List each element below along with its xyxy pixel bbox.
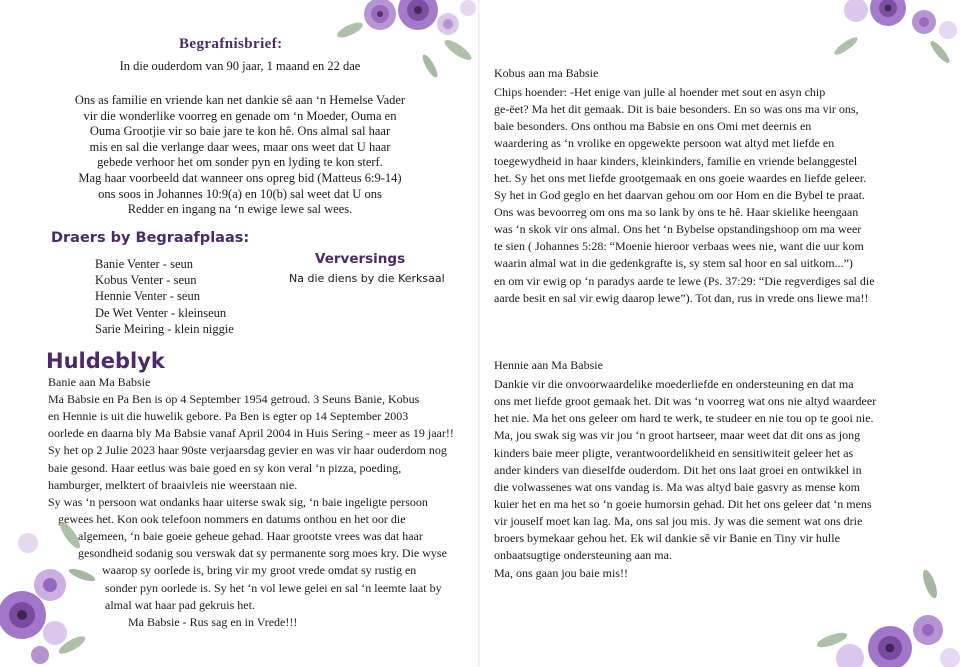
floral-decoration-bottom-right — [810, 570, 960, 667]
tribute-line: onbaatsugtige ondersteuning aan ma. — [494, 548, 672, 563]
intro-paragraph — [30, 93, 450, 218]
tribute-line: sonder pyn oorlede is. Sy het ‘n vol lewe gelei en sal ‘n leemte laat by — [105, 580, 442, 595]
tribute-line: hamburger, melktert of braaivleis nie weerstaan nie. — [48, 477, 298, 492]
floral-decoration-top-right — [820, 0, 960, 68]
tribute-line: vir jouself moet kan lag. Ma, ons sal jou mis. Jy was die sement wat ons drie — [494, 514, 863, 529]
tribute-line: Chips hoender: -Het enige van julle al hoender met sout en asyn chip — [494, 85, 826, 99]
tribute-line: kuier het en ma het so ‘n goeie humorsin gehad. Dit het ons geleer dat ‘n mens — [494, 496, 872, 511]
tribute-line: ge-ëet? Ma het dit gemaak. Dit is baie besonders. En so was ons ma vir ons, — [494, 102, 859, 117]
tribute-line: broers bymekaar gehou het. Ek wil dankie sê vir Banie en Tiny vir hulle — [494, 531, 840, 546]
tribute-line: baie besonders. Ons onthou ma Babsie en ons Omi met deernis en — [494, 119, 812, 134]
funeral-letter-title: Begrafnisbrief: — [179, 36, 283, 52]
tribute-line: ander kinders van dieselfde ouderdom. Dit het ons laat groei en ontwikkel in — [494, 462, 862, 477]
intro-line: Ons as familie en vriende kan net dankie sê aan ‘n Hemelse Vader — [74, 93, 406, 107]
tribute-line: waarop sy oorlede is, bring vir my groot vrede omdat sy rustig en — [102, 563, 417, 578]
tribute-line: en om vir ewig op ‘n paradys aarde te lewe (Ps. 37:29: “Die regverdiges sal die — [494, 273, 875, 288]
floral-decoration-bottom-left — [0, 515, 100, 667]
tribute-line: Ma Babsie - Rus sag en in Vrede!!! — [128, 614, 298, 629]
tribute-line: almal wat haar pad gekruis het. — [105, 597, 255, 612]
tribute-line: te sien ( Johannes 5:28: “Moenie hieroor verbaas wees nie, want die uur kom — [494, 239, 864, 254]
tribute-line: waardering as ‘n vrolike en opgewekte persoon wat altyd met liefde en — [494, 136, 835, 151]
tribute-line: was ‘n skok vir ons almal. Ons het ‘n Bybelse opstandingshoop om ma weer — [494, 222, 862, 237]
hennie-tribute-heading: Hennie aan Ma Babsie — [494, 358, 603, 372]
intro-line: vir die wonderlike voorreg en genade om ‘n Moeder, Ouma en — [83, 108, 397, 123]
tribute-line: gewees het. Kon ook telefoon nommers en datums onthou en het oor die — [58, 511, 406, 526]
tribute-line: algemeen, ‘n baie goeie geheue gehad. Haar grootste vrees was dat haar — [78, 529, 423, 544]
tribute-line: Ma Babsie en Pa Ben is op 4 September 1954 getroud. 3 Seuns Banie, Kobus — [48, 392, 420, 406]
intro-line: mis en sal die verlange daar wees, maar ons weet dat U haar — [89, 139, 391, 154]
tribute-line: waarin almal wat in die gedenkgrafte is, sy stem sal hoor en sal uitkom...”) — [494, 256, 853, 271]
intro-line: Ouma Grootjie vir so baie jare te kon hê. Ons almal sal haar — [89, 124, 391, 139]
banie-tribute-heading: Banie aan Ma Babsie — [48, 375, 151, 389]
kobus-tribute-body — [494, 84, 875, 307]
kobus-tribute-heading: Kobus aan ma Babsie — [494, 66, 599, 80]
tribute-line: kinders baie meer pligte, verantwoordelikheid en sensitiwiteit geleer het as — [494, 445, 854, 460]
banie-tribute-body — [48, 391, 454, 631]
intro-line: Mag haar voorbeeld dat wanneer ons opreg bid (Matteus 6:9-14) — [78, 170, 402, 185]
pallbearer-item: Hennie Venter - seun — [95, 289, 200, 304]
intro-line: Redder en ingang na ‘n ewige lewe sal wees. — [127, 202, 353, 217]
tribute-line: Sy het in God geglo en het daarvan gehou om oor Hom en die Bybel te praat. — [494, 187, 865, 202]
age-line: In die ouderdom van 90 jaar, 1 maand en 22 dae — [119, 59, 361, 73]
pallbearer-item: Kobus Venter - seun — [95, 273, 197, 288]
tribute-line: Sy was ‘n persoon wat ondanks haar uiterse swak sig, ‘n baie ingeligte persoon — [48, 494, 428, 509]
tribute-line: toegewydheid in haar kinders, kleinkinders, familie en vriende belanggestel — [494, 153, 858, 168]
refreshments-note: Na die diens by die Kerksaal — [289, 272, 445, 285]
intro-line: ons soos in Johannes 10:9(a) en 10(b) sal weet dat U ons — [98, 186, 382, 201]
hennie-tribute-body — [494, 376, 876, 582]
tribute-heading: Huldeblyk — [46, 349, 165, 373]
tribute-line: het nie. Ma het ons geleer om hard te werk, te studeer en nie tou op te gooi nie. — [494, 411, 874, 426]
refreshments-heading: Verversings — [315, 251, 406, 267]
intro-line: gebede verhoor het om sonder pyn en lyding te kon sterf. — [97, 155, 383, 170]
tribute-line: baie gesond. Haar eetlus was baie goed en sy kon veral ‘n pizza, poeding, — [48, 460, 402, 475]
pallbearer-item: De Wet Venter - kleinseun — [95, 305, 227, 320]
tribute-line: en Hennie is uit die huwelik gebore. Pa Ben is egter op 14 September 2003 — [48, 409, 409, 424]
pallbearer-item: Banie Venter - seun — [95, 257, 194, 271]
pallbearer-item: Sarie Meiring - klein niggie — [95, 321, 234, 336]
tribute-line: Dankie vir die onvoorwaardelike moederliefde en ondersteuning en dat ma — [494, 377, 854, 391]
pallbearers-heading: Draers by Begraafplaas: — [51, 230, 250, 246]
tribute-line: Ons was bevoorreg om ons ma so lank by ons te hê. Haar skielike heengaan — [494, 204, 859, 219]
pallbearers-list — [95, 256, 234, 337]
tribute-line: ons met liefde groot gemaak het. Dit was ‘n voorreg wat ons nie altyd waardeer — [494, 394, 877, 409]
tribute-line: die volwassenes wat ons vandag is. Ma was altyd baie gasvry as mense kom — [494, 479, 860, 494]
tribute-line: Ma, jou swak sig was vir jou ‘n groot hartseer, maar weet dat dit ons as jong — [494, 428, 861, 443]
tribute-line: Ma, ons gaan jou baie mis!! — [494, 565, 628, 580]
tribute-line: het. Sy het ons met liefde grootgemaak en ons goeie waardes en liefde geleer. — [494, 170, 867, 185]
tribute-line: gesondheid sodanig sou verswak dat sy permanente sorg moes kry. Die wyse — [78, 546, 447, 561]
tribute-line: aarde besit en sal vir ewig daarop lewe”). Tot dan, rus in vrede ons liewe ma!! — [494, 290, 869, 305]
tribute-line: oorlede en daarna bly Ma Babsie vanaf April 2004 in Huis Sering - meer as 19 jaar!! — [48, 426, 454, 441]
tribute-line: Sy het op 2 Julie 2023 haar 90ste verjaarsdag gevier en was vir haar ouderdom nog — [48, 443, 447, 458]
